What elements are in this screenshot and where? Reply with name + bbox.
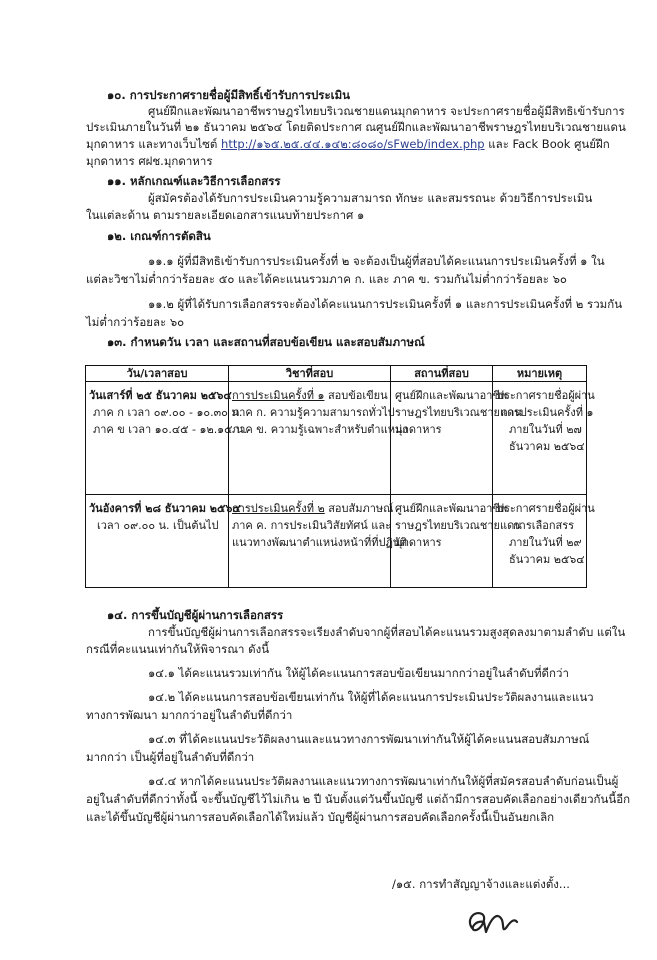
sec13-heading: ๑๓. กำหนดวัน เวลา และสถานที่สอบข้อเขียน และสอบสัมภาษณ์ (107, 335, 425, 349)
sec14-line2: กรณีที่คะแนนเท่ากันให้พิจารณา ดังนี้ (86, 642, 270, 656)
col-divider (390, 365, 391, 588)
row-note: การเลือกสรร (513, 519, 575, 532)
sec12-p1-line1: ๑๑.๑ ผู้ที่มีสิทธิเข้ารับการประเมินครั้งที่ ๒ จะต้องเป็นผู้ที่สอบได้คะแนนการประเมินครั้งที่ ๑ ใน (148, 254, 605, 268)
row-subject: ภาค ข. ความรู้เฉพาะสำหรับตำแหน่ง (232, 423, 408, 436)
row-note: การประเมินครั้งที่ ๑ (501, 406, 594, 419)
header-note: หมายเหตุ (516, 367, 563, 380)
row-time: ภาค ก เวลา ๐๙.๐๐ - ๑๐.๓๐ น. (93, 406, 243, 419)
sec10-line1: ศูนย์ฝึกและพัฒนาอาชีพราษฎรไทยบริเวณชายแดนมุกดาหาร จะประกาศรายชื่อผู้มีสิทธิเข้ารับการ (148, 104, 625, 118)
sec11-heading: ๑๑. หลักเกณฑ์และวิธีการเลือกสรร (107, 174, 281, 188)
row-note: ธันวาคม ๒๕๖๔ (509, 553, 585, 566)
subject-type: สอบข้อเขียน (324, 389, 388, 402)
row-note: ประกาศรายชื่อผู้ผ่าน (497, 502, 595, 515)
sec12-p2-line1: ๑๑.๒ ผู้ที่ได้รับการเลือกสรรจะต้องได้คะแนนการประเมินครั้งที่ ๑ และการประเมินครั้งที่ ๒ รวมกัน (148, 297, 623, 311)
row-place: ราษฎรไทยบริเวณชายแดน (395, 406, 522, 419)
sec12-p2-line2: ไม่ต่ำกว่าร้อยละ ๖๐ (86, 315, 185, 329)
header-subject: วิชาที่สอบ (285, 367, 334, 380)
subject-type: สอบสัมภาษณ์ (324, 502, 394, 515)
row-time: ภาค ข เวลา ๑๐.๔๕ - ๑๒.๑๕ น. (93, 423, 248, 436)
sec12-heading: ๑๒. เกณฑ์การตัดสิน (107, 229, 211, 243)
row-note: ธันวาคม ๒๕๖๔ (509, 440, 585, 453)
sec14-item4-line1: ๑๔.๔ หากได้คะแนนประวัติผลงานและแนวทางการพัฒนาเท่ากันให้ผู้ที่สมัครสอบลำดับก่อนเป็นผู้ (148, 774, 619, 788)
sec14-item4-line3: และได้ขึ้นบัญชีผู้ผ่านการสอบคัดเลือกได้ใหม่แล้ว บัญชีผู้ผ่านการสอบคัดเลือกครั้งนี้เป็นอันยกเลิก (86, 810, 555, 824)
row-place: มุกดาหาร (395, 423, 442, 436)
row-note: ประกาศรายชื่อผู้ผ่าน (497, 389, 595, 402)
row-subject: ภาค ค. การประเมินวิสัยทัศน์ และ (232, 519, 392, 532)
continued-note: /๑๕. การทำสัญญาจ้างและแต่งตั้ง... (392, 877, 570, 891)
row-divider (85, 494, 587, 495)
signature (462, 898, 520, 940)
sec14-item2-line2: ทางการพัฒนา มากกว่าอยู่ในลำดับที่ดีกว่า (86, 708, 293, 722)
subject-round-label: การประเมินครั้งที่ ๒ (232, 502, 325, 515)
sec10-line3 (86, 137, 610, 151)
row-place: ศูนย์ฝึกและพัฒนาอาชีพ (395, 389, 508, 402)
subject-round-label: การประเมินครั้งที่ ๑ (232, 389, 325, 402)
row-note: ภายในวันที่ ๒๗ (509, 423, 582, 436)
row-subject: แนวทางพัฒนาตำแหน่งหน้าที่ที่ปฏิบัติ (232, 536, 407, 549)
row-divider (85, 381, 587, 382)
row-date: วันอังคารที่ ๒๘ ธันวาคม ๒๕๖๔ (89, 502, 241, 515)
row-place: ราษฎรไทยบริเวณชายแดน (395, 519, 522, 532)
sec14-item1: ๑๔.๑ ได้คะแนนรวมเท่ากัน ให้ผู้ได้คะแนนการสอบข้อเขียนมากกว่าอยู่ในลำดับที่ดีกว่า (148, 666, 569, 680)
website-link[interactable]: http://๑๖๕.๒๕.๔๔.๑๔๒:๘๐๘๐/sFweb/index.php (221, 137, 485, 151)
sec10-line2: ประเมินภายในวันที่ ๒๑ ธันวาคม ๒๕๖๔ โดยติดประกาศ ณศูนย์ฝึกและพัฒนาอาชีพราษฎรไทยบริเวณชายแดน (86, 120, 626, 134)
sec14-item3-line1: ๑๔.๓ ที่ได้คะแนนประวัติผลงานและแนวทางการพัฒนาเท่ากันให้ผู้ได้คะแนนสอบสัมภาษณ์ (148, 732, 590, 746)
sec10-line3-text: มุกดาหาร และทางเว็บไซต์ (86, 137, 222, 151)
row-note: ภายในวันที่ ๒๙ (509, 536, 582, 549)
sec14-item3-line2: มากกว่า เป็นผู้ที่อยู่ในลำดับที่ดีกว่า (86, 750, 255, 764)
sec14-heading: ๑๔. การขึ้นบัญชีผู้ผ่านการเลือกสรร (107, 608, 284, 622)
sec10-line3-text-b: และ Fack Book ศูนย์ฝึก (484, 137, 610, 151)
sec14-line1: การขึ้นบัญชีผู้ผ่านการเลือกสรรจะเรียงลำดับจากผู้ที่สอบได้คะแนนรวมสูงสุดลงมาตามลำดับ แต่ใน (148, 625, 626, 639)
row-subject: ภาค ก. ความรู้ความสามารถทั่วไป (232, 406, 395, 419)
header-date: วัน/เวลาสอบ (126, 367, 188, 380)
sec10-heading: ๑๐. การประกาศรายชื่อผู้มีสิทธิ์เข้ารับการประเมิน (107, 88, 351, 102)
row-place: มุกดาหาร (395, 536, 442, 549)
sec11-line1: ผู้สมัครต้องได้รับการประเมินความรู้ความสามารถ ทักษะ และสมรรถนะ ด้วยวิธีการประเมิน (148, 191, 593, 205)
sec14-item2-line1: ๑๔.๒ ได้คะแนนการสอบข้อเขียนเท่ากัน ให้ผู้ที่ได้คะแนนการประเมินประวัติผลงานและแนว (148, 690, 594, 704)
sec14-item4-line2: อยู่ในลำดับที่ดีกว่าทั้งนี้ จะขึ้นบัญชีไว้ไม่เกิน ๒ ปี นับตั้งแต่วันขึ้นบัญชี แต่ถ้ามีการสอบคัดเลือกอย่างเดียวกันนี้อีก (86, 792, 631, 806)
sec12-p1-line2: แต่ละวิชาไม่ต่ำกว่าร้อยละ ๕๐ และได้คะแนนรวมภาค ก. และ ภาค ข. รวมกันไม่ต่ำกว่าร้อยละ ๖๐ (86, 272, 567, 286)
row-subject-title (232, 501, 393, 516)
row-time: เวลา ๐๙.๐๐ น. เป็นต้นไป (97, 519, 219, 532)
header-place: สถานที่สอบ (414, 367, 469, 380)
sec11-line2: ในแต่ละด้าน ตามรายละเอียดเอกสารแนบท้ายประกาศ ๑ (86, 208, 365, 222)
row-subject-title (232, 388, 388, 403)
row-date: วันเสาร์ที่ ๒๕ ธันวาคม ๒๕๖๔ (89, 389, 232, 402)
sec10-line4: มุกดาหาร ศฝช.มุกดาหาร (86, 154, 213, 168)
row-place: ศูนย์ฝึกและพัฒนาอาชีพ (395, 502, 508, 515)
